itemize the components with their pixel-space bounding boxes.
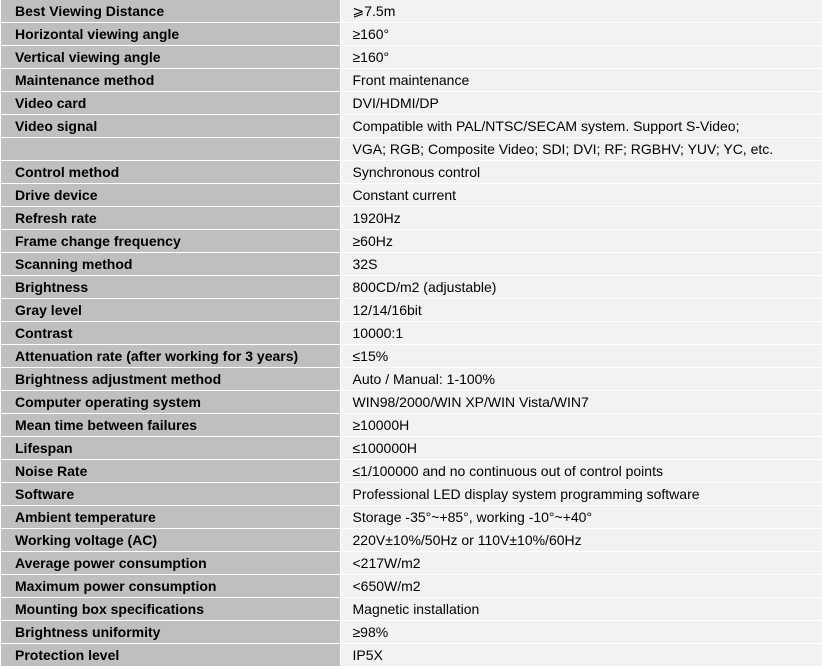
spec-label: Mounting box specifications	[1, 598, 340, 621]
spec-label: Drive device	[1, 184, 340, 207]
spec-label: Attenuation rate (after working for 3 years)	[1, 345, 340, 368]
spec-table-body	[1, 0, 822, 667]
spec-value: Auto / Manual: 1-100%	[340, 368, 822, 391]
spec-row	[1, 598, 822, 621]
spec-table	[1, 0, 822, 667]
spec-row	[1, 368, 822, 391]
spec-row	[1, 529, 822, 552]
spec-row	[1, 0, 822, 23]
spec-row	[1, 460, 822, 483]
spec-row	[1, 621, 822, 644]
spec-row	[1, 161, 822, 184]
spec-label: Protection level	[1, 644, 340, 667]
spec-label: Contrast	[1, 322, 340, 345]
spec-row	[1, 46, 822, 69]
spec-row	[1, 23, 822, 46]
spec-label: Maximum power consumption	[1, 575, 340, 598]
spec-label	[1, 138, 340, 161]
spec-value: IP5X	[340, 644, 822, 667]
spec-label: Gray level	[1, 299, 340, 322]
spec-value: <217W/m2	[340, 552, 822, 575]
spec-value: Compatible with PAL/NTSC/SECAM system. Support S-Video;	[340, 115, 822, 138]
spec-row	[1, 230, 822, 253]
spec-label: Average power consumption	[1, 552, 340, 575]
spec-value: Constant current	[340, 184, 822, 207]
spec-value: 220V±10%/50Hz or 110V±10%/60Hz	[340, 529, 822, 552]
spec-value: ≥10000H	[340, 414, 822, 437]
spec-value: ≥60Hz	[340, 230, 822, 253]
spec-value: 1920Hz	[340, 207, 822, 230]
spec-value: <650W/m2	[340, 575, 822, 598]
spec-value: 800CD/m2 (adjustable)	[340, 276, 822, 299]
spec-row	[1, 138, 822, 161]
spec-label: Lifespan	[1, 437, 340, 460]
spec-label: Control method	[1, 161, 340, 184]
spec-value: 32S	[340, 253, 822, 276]
spec-label: Brightness adjustment method	[1, 368, 340, 391]
spec-row	[1, 207, 822, 230]
spec-row	[1, 552, 822, 575]
spec-row	[1, 253, 822, 276]
spec-label: Horizontal viewing angle	[1, 23, 340, 46]
spec-label: Brightness uniformity	[1, 621, 340, 644]
spec-row	[1, 483, 822, 506]
spec-row	[1, 299, 822, 322]
spec-row	[1, 69, 822, 92]
spec-row	[1, 437, 822, 460]
spec-label: Video signal	[1, 115, 340, 138]
spec-value: Front maintenance	[340, 69, 822, 92]
spec-label: Maintenance method	[1, 69, 340, 92]
spec-row	[1, 322, 822, 345]
spec-label: Video card	[1, 92, 340, 115]
spec-value: ≤15%	[340, 345, 822, 368]
spec-label: Working voltage (AC)	[1, 529, 340, 552]
spec-value: VGA; RGB; Composite Video; SDI; DVI; RF; RGBHV; YUV; YC, etc.	[340, 138, 822, 161]
spec-value: ⩾7.5m	[340, 0, 822, 23]
spec-label: Brightness	[1, 276, 340, 299]
spec-label: Ambient temperature	[1, 506, 340, 529]
spec-label: Refresh rate	[1, 207, 340, 230]
spec-label: Best Viewing Distance	[1, 0, 340, 23]
spec-value: Storage -35°~+85°, working -10°~+40°	[340, 506, 822, 529]
spec-value: ≤100000H	[340, 437, 822, 460]
spec-value: Professional LED display system programming software	[340, 483, 822, 506]
spec-value: ≥160°	[340, 46, 822, 69]
spec-row	[1, 391, 822, 414]
spec-value: 12/14/16bit	[340, 299, 822, 322]
spec-row	[1, 575, 822, 598]
spec-value: ≤1/100000 and no continuous out of control points	[340, 460, 822, 483]
spec-label: Software	[1, 483, 340, 506]
spec-row	[1, 644, 822, 667]
spec-value: DVI/HDMI/DP	[340, 92, 822, 115]
spec-row	[1, 345, 822, 368]
spec-row	[1, 92, 822, 115]
spec-value: ≥98%	[340, 621, 822, 644]
spec-label: Computer operating system	[1, 391, 340, 414]
spec-value: WIN98/2000/WIN XP/WIN Vista/WIN7	[340, 391, 822, 414]
spec-value: ≥160°	[340, 23, 822, 46]
spec-row	[1, 115, 822, 138]
spec-row	[1, 414, 822, 437]
spec-label: Noise Rate	[1, 460, 340, 483]
spec-row	[1, 506, 822, 529]
spec-label: Scanning method	[1, 253, 340, 276]
spec-value: 10000:1	[340, 322, 822, 345]
spec-label: Mean time between failures	[1, 414, 340, 437]
spec-row	[1, 184, 822, 207]
spec-row	[1, 276, 822, 299]
spec-label: Vertical viewing angle	[1, 46, 340, 69]
spec-value: Synchronous control	[340, 161, 822, 184]
spec-value: Magnetic installation	[340, 598, 822, 621]
spec-label: Frame change frequency	[1, 230, 340, 253]
